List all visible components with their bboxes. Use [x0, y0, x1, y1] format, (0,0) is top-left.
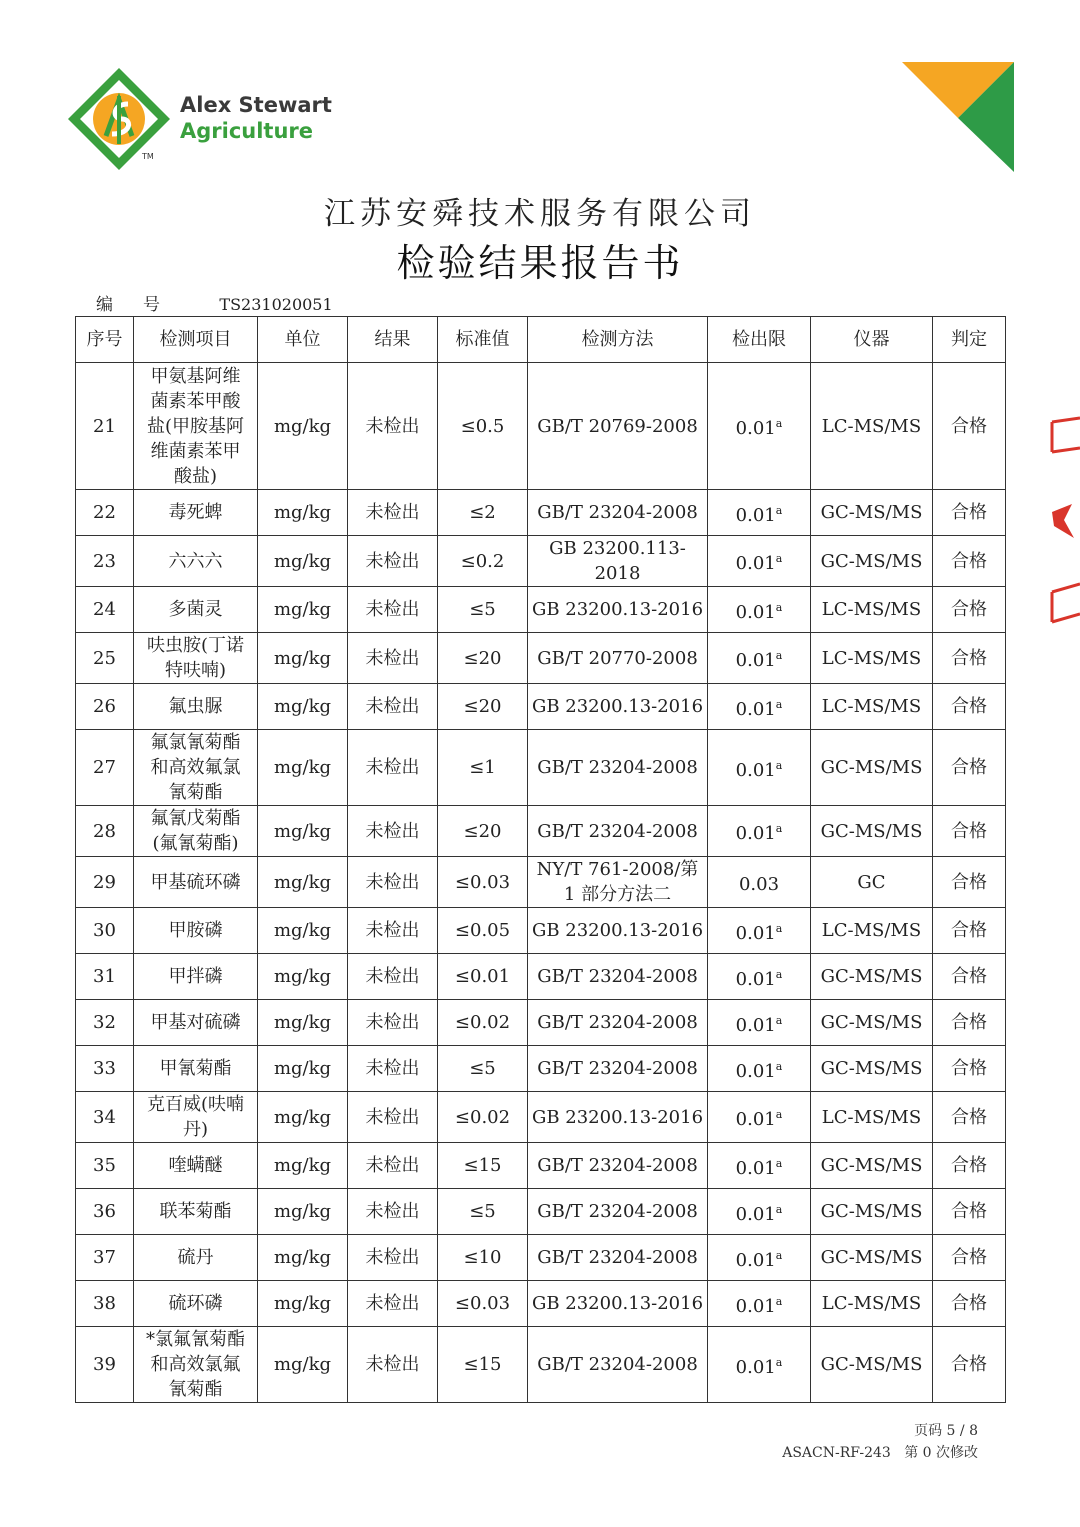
table-row: [76, 587, 1006, 633]
cell-standard: ≤5: [438, 587, 528, 633]
cell-unit: mg/kg: [258, 1235, 348, 1281]
cell-lod: [708, 954, 811, 1000]
cell-unit: mg/kg: [258, 490, 348, 536]
cell-instrument: GC-MS/MS: [811, 954, 933, 1000]
cell-result: 未检出: [348, 587, 438, 633]
header-cell: 检出限: [708, 317, 811, 363]
lod-value: 0.03: [738, 874, 780, 895]
header-cell: 结果: [348, 317, 438, 363]
lod-value: 0.01: [735, 1157, 776, 1179]
lod-value: 0.01: [735, 1109, 776, 1130]
table-row: [76, 633, 1006, 684]
cell-verdict: 合格: [933, 363, 1006, 490]
lod-note: a: [775, 967, 783, 981]
lod-note: a: [775, 552, 783, 565]
cell-no: 38: [76, 1281, 134, 1327]
cell-lod: [708, 806, 811, 857]
serial-label: 编号: [96, 295, 190, 315]
cell-item: *氯氟氰菊酯和高效氯氟氰菊酯: [134, 1327, 258, 1403]
cell-no: 39: [76, 1327, 134, 1403]
cell-result: 未检出: [348, 1000, 438, 1046]
cell-lod: [708, 1189, 811, 1235]
cell-unit: mg/kg: [258, 908, 348, 954]
cell-unit: mg/kg: [258, 587, 348, 633]
lod-value: 0.01: [735, 1060, 776, 1082]
alex-stewart-logo-icon: [66, 66, 172, 172]
lod-value: 0.01: [735, 1295, 776, 1317]
cell-instrument: LC-MS/MS: [811, 1281, 933, 1327]
lod-note: a: [775, 697, 783, 711]
cell-result: 未检出: [348, 536, 438, 587]
cell-method: GB/T 20770-2008: [528, 633, 708, 684]
cell-lod: [708, 1143, 811, 1189]
cell-method: GB/T 23204-2008: [528, 1143, 708, 1189]
cell-method: GB/T 23204-2008: [528, 1000, 708, 1046]
table-row: [76, 1327, 1006, 1403]
cell-instrument: LC-MS/MS: [811, 363, 933, 490]
cell-standard: ≤1: [438, 730, 528, 806]
cell-result: 未检出: [348, 857, 438, 908]
table-row: [76, 857, 1006, 908]
cell-lod: [708, 363, 811, 490]
cell-result: 未检出: [348, 1092, 438, 1143]
cell-method: GB 23200.13-2016: [528, 1092, 708, 1143]
table-row: [76, 1000, 1006, 1046]
cell-result: 未检出: [348, 806, 438, 857]
cell-instrument: LC-MS/MS: [811, 908, 933, 954]
cell-method: GB 23200.13-2016: [528, 1281, 708, 1327]
cell-item: 氟氯氰菊酯和高效氟氯氰菊酯: [134, 730, 258, 806]
cell-item: 硫丹: [134, 1235, 258, 1281]
cell-lod: [708, 684, 811, 730]
lod-value: 0.01: [735, 504, 776, 526]
cell-method: GB/T 20769-2008: [528, 363, 708, 490]
cell-no: 28: [76, 806, 134, 857]
cell-item: 喹螨醚: [134, 1143, 258, 1189]
lod-note: a: [775, 758, 783, 772]
header-cell: 仪器: [811, 317, 933, 363]
cell-verdict: 合格: [933, 684, 1006, 730]
lod-value: 0.01: [735, 418, 776, 439]
cell-verdict: 合格: [933, 1143, 1006, 1189]
cell-instrument: GC-MS/MS: [811, 730, 933, 806]
cell-instrument: LC-MS/MS: [811, 684, 933, 730]
cell-standard: ≤0.01: [438, 954, 528, 1000]
cell-no: 22: [76, 490, 134, 536]
cell-instrument: GC-MS/MS: [811, 490, 933, 536]
cell-verdict: 合格: [933, 730, 1006, 806]
cell-verdict: 合格: [933, 954, 1006, 1000]
cell-method: GB 23200.13-2016: [528, 908, 708, 954]
cell-instrument: GC-MS/MS: [811, 1235, 933, 1281]
cell-lod: [708, 1327, 811, 1403]
brand-line2: Agriculture: [180, 119, 314, 143]
lod-value: 0.01: [735, 1249, 776, 1271]
table-row: [76, 954, 1006, 1000]
cell-lod: [708, 730, 811, 806]
lod-value: 0.01: [735, 1356, 776, 1378]
cell-result: 未检出: [348, 908, 438, 954]
header-cell: 检测方法: [528, 317, 708, 363]
lod-value: 0.01: [735, 650, 776, 671]
form-revision: [782, 1442, 978, 1464]
cell-standard: ≤2: [438, 490, 528, 536]
cell-item: 毒死蜱: [134, 490, 258, 536]
lod-note: a: [775, 1013, 783, 1027]
cell-method: GB/T 23204-2008: [528, 1327, 708, 1403]
form-code: ASACN-RF-243: [782, 1445, 891, 1461]
cell-unit: mg/kg: [258, 1046, 348, 1092]
cell-lod: [708, 1092, 811, 1143]
table-row: [76, 806, 1006, 857]
cell-method: GB 23200.13-2016: [528, 684, 708, 730]
cell-item: 呋虫胺(丁诺特呋喃): [134, 633, 258, 684]
lod-value: 0.01: [735, 698, 776, 720]
serial-value: TS231020051: [219, 295, 333, 314]
header-cell: 判定: [933, 317, 1006, 363]
company-name: 江苏安舜技术服务有限公司: [324, 196, 756, 232]
cell-instrument: GC-MS/MS: [811, 1327, 933, 1403]
cell-result: 未检出: [348, 1046, 438, 1092]
cell-no: 36: [76, 1189, 134, 1235]
red-seal-stamp-icon: [1042, 412, 1080, 632]
lod-note: a: [775, 1108, 783, 1121]
cell-item: 甲基对硫磷: [134, 1000, 258, 1046]
cell-lod: [708, 1000, 811, 1046]
cell-verdict: 合格: [933, 1281, 1006, 1327]
lod-value: 0.01: [735, 1203, 776, 1225]
cell-instrument: GC-MS/MS: [811, 536, 933, 587]
cell-method: GB/T 23204-2008: [528, 1046, 708, 1092]
cell-result: 未检出: [348, 1235, 438, 1281]
cell-no: 27: [76, 730, 134, 806]
lod-value: 0.01: [735, 553, 776, 574]
cell-item: 氟虫脲: [134, 684, 258, 730]
cell-result: 未检出: [348, 1327, 438, 1403]
cell-lod: [708, 536, 811, 587]
cell-no: 32: [76, 1000, 134, 1046]
lod-note: a: [775, 1355, 783, 1369]
serial-number: [96, 290, 333, 315]
cell-standard: ≤5: [438, 1189, 528, 1235]
brand-line1: Alex Stewart: [180, 93, 332, 117]
lod-value: 0.01: [735, 968, 776, 990]
cell-result: 未检出: [348, 1143, 438, 1189]
cell-item: 多菌灵: [134, 587, 258, 633]
cell-unit: mg/kg: [258, 857, 348, 908]
cell-instrument: GC-MS/MS: [811, 1046, 933, 1092]
cell-result: 未检出: [348, 1189, 438, 1235]
lod-value: 0.01: [735, 1014, 776, 1036]
cell-result: 未检出: [348, 633, 438, 684]
cell-item: 氟氰戊菊酯(氟氰菊酯): [134, 806, 258, 857]
cell-item: 联苯菊酯: [134, 1189, 258, 1235]
table-row: [76, 1143, 1006, 1189]
lod-note: a: [775, 1294, 783, 1308]
cell-unit: mg/kg: [258, 1281, 348, 1327]
cell-lod: [708, 587, 811, 633]
cell-verdict: 合格: [933, 536, 1006, 587]
cell-standard: ≤20: [438, 633, 528, 684]
cell-verdict: 合格: [933, 1327, 1006, 1403]
cell-method: GB/T 23204-2008: [528, 806, 708, 857]
table-body: [76, 363, 1006, 1403]
cell-instrument: GC-MS/MS: [811, 806, 933, 857]
lod-note: a: [775, 822, 783, 835]
cell-standard: ≤0.02: [438, 1000, 528, 1046]
header-cell: 标准值: [438, 317, 528, 363]
cell-verdict: 合格: [933, 490, 1006, 536]
lod-note: a: [775, 649, 783, 662]
lod-note: a: [775, 1248, 783, 1262]
table-row: [76, 684, 1006, 730]
cell-instrument: GC-MS/MS: [811, 1000, 933, 1046]
table-row: [76, 908, 1006, 954]
cell-standard: ≤0.03: [438, 1281, 528, 1327]
cell-item: 甲拌磷: [134, 954, 258, 1000]
cell-unit: mg/kg: [258, 1092, 348, 1143]
cell-lod: [708, 490, 811, 536]
cell-result: 未检出: [348, 730, 438, 806]
cell-method: GB/T 23204-2008: [528, 1189, 708, 1235]
cell-item: 甲氰菊酯: [134, 1046, 258, 1092]
cell-result: 未检出: [348, 954, 438, 1000]
table-header-row: [76, 317, 1006, 363]
results-table: [75, 316, 1006, 1403]
cell-instrument: GC: [811, 857, 933, 908]
table-row: [76, 363, 1006, 490]
cell-no: 29: [76, 857, 134, 908]
lod-note: a: [775, 1156, 783, 1170]
cell-method: GB 23200.113-2018: [528, 536, 708, 587]
cell-verdict: 合格: [933, 633, 1006, 684]
cell-instrument: LC-MS/MS: [811, 1092, 933, 1143]
cell-result: 未检出: [348, 1281, 438, 1327]
cell-no: 21: [76, 363, 134, 490]
cell-no: 35: [76, 1143, 134, 1189]
cell-result: 未检出: [348, 490, 438, 536]
cell-no: 31: [76, 954, 134, 1000]
cell-result: 未检出: [348, 684, 438, 730]
cell-verdict: 合格: [933, 908, 1006, 954]
lod-note: a: [775, 921, 783, 935]
cell-unit: mg/kg: [258, 806, 348, 857]
cell-method: GB/T 23204-2008: [528, 954, 708, 1000]
cell-standard: ≤10: [438, 1235, 528, 1281]
cell-instrument: GC-MS/MS: [811, 1189, 933, 1235]
cell-verdict: 合格: [933, 1000, 1006, 1046]
cell-lod: [708, 633, 811, 684]
cell-no: 26: [76, 684, 134, 730]
cell-verdict: 合格: [933, 1046, 1006, 1092]
header-cell: 单位: [258, 317, 348, 363]
cell-item: 甲胺磷: [134, 908, 258, 954]
cell-unit: mg/kg: [258, 1000, 348, 1046]
cell-item: 克百威(呋喃丹): [134, 1092, 258, 1143]
table-row: [76, 490, 1006, 536]
cell-method: GB/T 23204-2008: [528, 490, 708, 536]
cell-standard: ≤20: [438, 806, 528, 857]
cell-no: 33: [76, 1046, 134, 1092]
cell-lod: [708, 1281, 811, 1327]
cell-lod: [708, 908, 811, 954]
cell-verdict: 合格: [933, 587, 1006, 633]
cell-unit: mg/kg: [258, 684, 348, 730]
cell-no: 24: [76, 587, 134, 633]
cell-item: 六六六: [134, 536, 258, 587]
cell-verdict: 合格: [933, 1189, 1006, 1235]
cell-item: 甲基硫环磷: [134, 857, 258, 908]
cell-unit: mg/kg: [258, 1189, 348, 1235]
cell-standard: ≤0.02: [438, 1092, 528, 1143]
cell-standard: ≤5: [438, 1046, 528, 1092]
trademark-mark: TM: [142, 152, 154, 161]
table-row: [76, 1235, 1006, 1281]
cell-unit: mg/kg: [258, 363, 348, 490]
cell-standard: ≤15: [438, 1327, 528, 1403]
cell-method: GB/T 23204-2008: [528, 730, 708, 806]
cell-no: 23: [76, 536, 134, 587]
cell-verdict: 合格: [933, 1235, 1006, 1281]
cell-unit: mg/kg: [258, 536, 348, 587]
table-row: [76, 1281, 1006, 1327]
table-row: [76, 1092, 1006, 1143]
cell-unit: mg/kg: [258, 1327, 348, 1403]
lod-note: a: [775, 1202, 783, 1216]
table-row: [76, 536, 1006, 587]
cell-method: GB 23200.13-2016: [528, 587, 708, 633]
cell-verdict: 合格: [933, 806, 1006, 857]
cell-instrument: GC-MS/MS: [811, 1143, 933, 1189]
lod-note: a: [775, 417, 783, 430]
cell-unit: mg/kg: [258, 730, 348, 806]
cell-instrument: LC-MS/MS: [811, 633, 933, 684]
cell-no: 34: [76, 1092, 134, 1143]
cell-unit: mg/kg: [258, 1143, 348, 1189]
lod-note: a: [775, 1059, 783, 1073]
cell-standard: ≤0.03: [438, 857, 528, 908]
cell-standard: ≤15: [438, 1143, 528, 1189]
cell-no: 30: [76, 908, 134, 954]
cell-verdict: 合格: [933, 1092, 1006, 1143]
table-row: [76, 1189, 1006, 1235]
table-row: [76, 730, 1006, 806]
cell-no: 37: [76, 1235, 134, 1281]
cell-item: 硫环磷: [134, 1281, 258, 1327]
cell-standard: ≤0.5: [438, 363, 528, 490]
report-title: 检验结果报告书: [396, 241, 684, 285]
cell-method: GB/T 23204-2008: [528, 1235, 708, 1281]
header-cell: 序号: [76, 317, 134, 363]
cell-item: 甲氨基阿维菌素苯甲酸盐(甲胺基阿维菌素苯甲酸盐): [134, 363, 258, 490]
corner-triangle-icon: [902, 62, 1014, 174]
table-row: [76, 1046, 1006, 1092]
cell-no: 25: [76, 633, 134, 684]
page-footer: [782, 1420, 978, 1464]
cell-standard: ≤0.2: [438, 536, 528, 587]
cell-standard: ≤0.05: [438, 908, 528, 954]
cell-verdict: 合格: [933, 857, 1006, 908]
cell-lod: [708, 857, 811, 908]
cell-lod: [708, 1046, 811, 1092]
cell-lod: [708, 1235, 811, 1281]
lod-value: 0.01: [735, 823, 776, 844]
lod-note: a: [775, 503, 783, 517]
cell-standard: ≤20: [438, 684, 528, 730]
header-cell: 检测项目: [134, 317, 258, 363]
page-number: 页码 5 / 8: [914, 1423, 978, 1439]
cell-result: 未检出: [348, 363, 438, 490]
lod-value: 0.01: [735, 601, 776, 623]
cell-instrument: LC-MS/MS: [811, 587, 933, 633]
cell-unit: mg/kg: [258, 633, 348, 684]
lod-note: a: [775, 600, 783, 614]
cell-unit: mg/kg: [258, 954, 348, 1000]
brand-name: [180, 92, 332, 144]
lod-value: 0.01: [735, 922, 776, 944]
cell-method: NY/T 761-2008/第 1 部分方法二: [528, 857, 708, 908]
lod-value: 0.01: [735, 759, 776, 781]
revision-text: 第 0 次修改: [904, 1445, 978, 1461]
